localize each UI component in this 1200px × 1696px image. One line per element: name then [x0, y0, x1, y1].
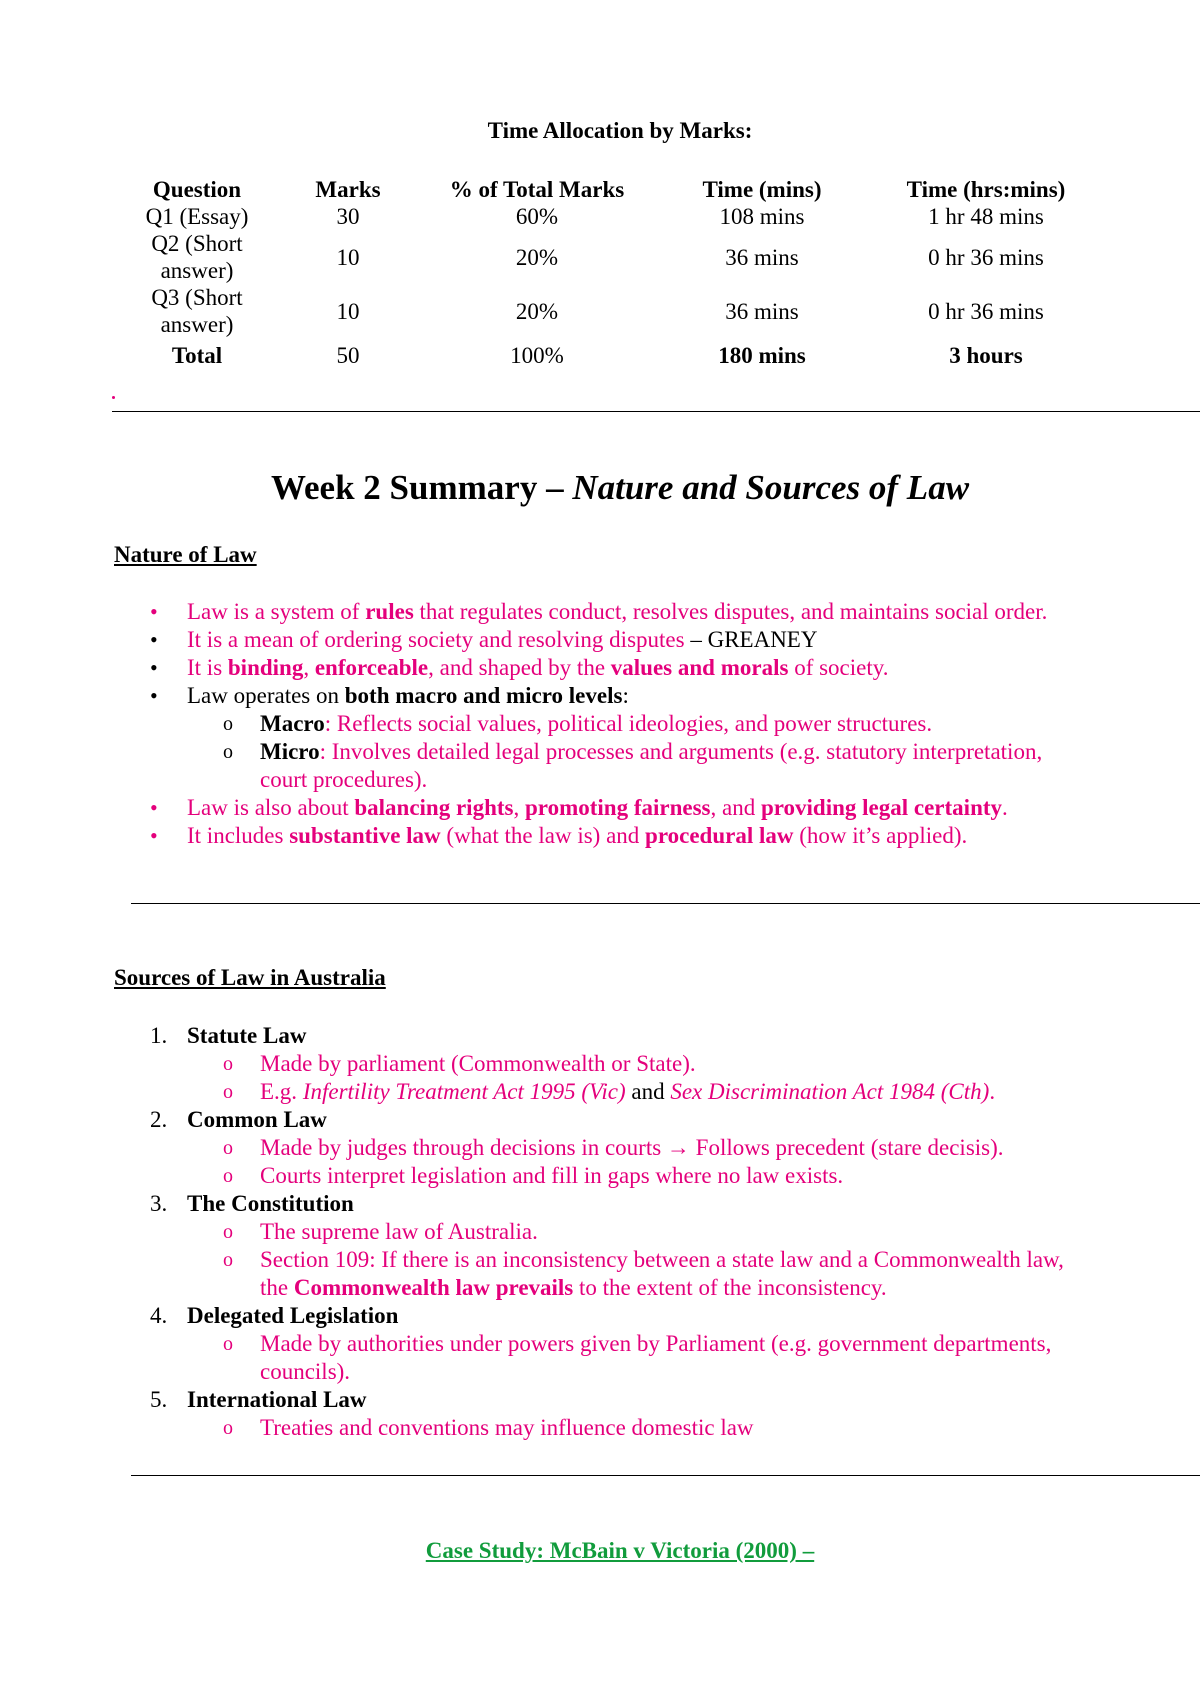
cell-hrs: 0 hr 36 mins	[928, 244, 1044, 270]
header-marks: Marks	[315, 177, 381, 202]
bullet-icon: •	[150, 795, 158, 820]
cell-question	[120, 284, 274, 338]
sub-bullet-icon: o	[223, 1081, 233, 1103]
week-summary-title	[0, 468, 1200, 508]
item-emphasis: providing legal certainty	[760, 795, 1003, 820]
list-item	[114, 598, 1094, 626]
item-text: :	[622, 683, 629, 708]
item-emphasis: enforceable	[314, 655, 429, 680]
divider-line	[131, 903, 1200, 904]
cell-percent: 60%	[515, 204, 559, 229]
table-total-row	[120, 338, 1100, 372]
table-row	[120, 203, 1100, 230]
sub-bullet-icon: o	[223, 1249, 233, 1271]
list-item	[114, 822, 1094, 850]
item-text: (what the law is) and	[440, 823, 646, 848]
sub-list-item	[114, 1246, 1094, 1302]
item-text: : Involves detailed legal processes and arguments (e.g. statutory interpretation, court procedures).	[260, 739, 1043, 792]
sub-bullet-icon: o	[223, 1137, 233, 1159]
item-text: Section 109: If there is an inconsistency between a state law and a Commonwealth law, the	[260, 1247, 1064, 1300]
numbered-item	[114, 1106, 1094, 1134]
item-text: Made by parliament (Commonwealth or State).	[260, 1051, 696, 1076]
nature-of-law-heading: Nature of Law	[114, 542, 257, 567]
item-emphasis: promoting fairness	[524, 795, 711, 820]
cell-total-label: Total	[171, 342, 223, 368]
item-number: 4.	[150, 1303, 168, 1328]
bullet-icon: •	[150, 655, 158, 680]
bullet-icon: •	[150, 599, 158, 624]
cell-question: Q1 (Essay)	[145, 204, 249, 229]
cell-mins: 36 mins	[725, 244, 799, 270]
sub-bullet-icon: o	[223, 713, 233, 735]
divider-line	[112, 411, 1200, 412]
item-label: Macro	[260, 711, 325, 736]
sub-list-item	[114, 738, 1094, 794]
cell-question	[120, 230, 274, 284]
item-text: It is	[187, 655, 228, 680]
cell-percent: 20%	[515, 244, 559, 270]
item-text: and	[625, 1079, 671, 1104]
item-emphasis: procedural law	[645, 823, 794, 848]
item-text: to the extent of the inconsistency.	[573, 1275, 887, 1300]
cell-mins: 108 mins	[719, 204, 805, 229]
cell-mins: 36 mins	[725, 298, 799, 324]
sub-list-item	[114, 1218, 1094, 1246]
bullet-icon: •	[150, 683, 158, 708]
cell-question-line1: Q3 (Short	[151, 285, 243, 310]
item-text: : Reflects social values, political ideologies, and power structures.	[324, 711, 933, 736]
item-text: E.g.	[260, 1079, 303, 1104]
cell-percent: 20%	[515, 298, 559, 324]
sub-bullet-icon: o	[223, 1221, 233, 1243]
numbered-item	[114, 1190, 1094, 1218]
cell-marks: 10	[336, 244, 360, 270]
header-time-hrs: Time (hrs:mins)	[906, 177, 1066, 202]
cell-marks: 30	[336, 204, 360, 229]
sub-bullet-icon: o	[223, 1165, 233, 1187]
item-text: Made by judges through decisions in courts	[260, 1135, 667, 1160]
item-emphasis: rules	[365, 599, 414, 624]
numbered-item	[114, 1022, 1094, 1050]
numbered-item	[114, 1302, 1094, 1330]
divider-line	[131, 1475, 1200, 1476]
cell-marks: 10	[336, 298, 360, 324]
item-text: Law is a system of	[187, 599, 366, 624]
list-item	[114, 626, 1094, 654]
cell-hrs: 0 hr 36 mins	[928, 298, 1044, 324]
item-text: Treaties and conventions may influence domestic law	[260, 1415, 754, 1440]
time-allocation-title: Time Allocation by Marks:	[487, 118, 753, 143]
sources-of-law-list	[114, 1022, 1094, 1442]
header-question: Question	[152, 177, 242, 202]
sub-bullet-icon: o	[223, 1333, 233, 1355]
item-text: that regulates conduct, resolves disputes, and maintains social order.	[413, 599, 1048, 624]
item-author: – GREANEY	[690, 627, 818, 652]
header-time-mins: Time (mins)	[702, 177, 822, 202]
cell-question-line1: Q2 (Short	[151, 231, 243, 256]
sub-list-item	[114, 1078, 1094, 1106]
sub-list-item	[114, 1134, 1094, 1162]
item-text: ,	[303, 655, 315, 680]
cell-total-hrs: 3 hours	[949, 342, 1023, 368]
item-text: , and	[710, 795, 761, 820]
item-text: , and shaped by the	[428, 655, 611, 680]
item-label: Micro	[260, 739, 320, 764]
sub-list-item	[114, 1050, 1094, 1078]
item-text: Made by authorities under powers given by Parliament (e.g. government departments, councils).	[260, 1331, 1052, 1384]
item-text: It includes	[187, 823, 290, 848]
item-text: Law operates on	[187, 683, 345, 708]
sub-list-item	[114, 710, 1094, 738]
time-allocation-table	[120, 176, 1100, 372]
item-citation: Infertility Treatment Act 1995 (Vic)	[302, 1079, 626, 1104]
item-number: 3.	[150, 1191, 168, 1216]
item-citation: Sex Discrimination Act 1984 (Cth)	[670, 1079, 990, 1104]
bullet-icon: •	[150, 627, 158, 652]
item-text: Law is also about	[187, 795, 355, 820]
item-label: Delegated Legislation	[187, 1303, 399, 1328]
sub-list-item	[114, 1162, 1094, 1190]
item-text: ,	[513, 795, 525, 820]
list-item	[114, 794, 1094, 822]
item-text: .	[989, 1079, 996, 1104]
item-label: Common Law	[187, 1107, 327, 1132]
cell-hrs: 1 hr 48 mins	[928, 204, 1044, 229]
sub-list-item	[114, 1330, 1094, 1386]
cell-total-percent: 100%	[510, 342, 564, 368]
table-header-row	[120, 176, 1100, 203]
item-text: Follows precedent (stare decisis).	[689, 1135, 1004, 1160]
item-text: .	[1002, 795, 1008, 820]
item-emphasis: balancing rights	[354, 795, 514, 820]
item-emphasis: values and morals	[610, 655, 789, 680]
item-number: 5.	[150, 1387, 168, 1412]
week-title-main: Week 2 Summary –	[270, 468, 573, 507]
item-text: The supreme law of Australia.	[260, 1219, 538, 1244]
arrow-right-icon: →	[666, 1135, 690, 1160]
sources-of-law-heading: Sources of Law in Australia	[114, 965, 386, 990]
week-title-subtitle: Nature and Sources of Law	[572, 468, 970, 507]
item-emphasis: substantive law	[289, 823, 441, 848]
stray-dot	[112, 396, 115, 399]
table-row	[120, 284, 1100, 338]
item-number: 2.	[150, 1107, 168, 1132]
item-label: The Constitution	[187, 1191, 354, 1216]
case-study-heading: Case Study: McBain v Victoria (2000) –	[425, 1538, 815, 1563]
item-label: Statute Law	[187, 1023, 307, 1048]
sub-bullet-icon: o	[223, 1053, 233, 1075]
numbered-item	[114, 1386, 1094, 1414]
item-number: 1.	[150, 1023, 168, 1048]
item-text: of society.	[788, 655, 889, 680]
item-label: International Law	[187, 1387, 367, 1412]
cell-question-line2: answer)	[160, 312, 234, 337]
item-text: Courts interpret legislation and fill in gaps where no law exists.	[260, 1163, 844, 1188]
sub-bullet-icon: o	[223, 741, 233, 763]
nature-of-law-list	[114, 598, 1094, 850]
item-text: (how it’s applied).	[793, 823, 968, 848]
item-emphasis: both macro and micro levels	[344, 683, 623, 708]
cell-question-line2: answer)	[160, 258, 234, 283]
header-percent: % of Total Marks	[449, 177, 625, 202]
item-text: It is a mean of ordering society and resolving disputes	[187, 627, 691, 652]
table-row	[120, 230, 1100, 284]
sub-list-item	[114, 1414, 1094, 1442]
list-item	[114, 682, 1094, 710]
list-item	[114, 654, 1094, 682]
cell-total-marks: 50	[336, 342, 360, 368]
item-emphasis: binding	[227, 655, 304, 680]
sub-bullet-icon: o	[223, 1417, 233, 1439]
cell-total-mins: 180 mins	[718, 342, 806, 368]
item-emphasis: Commonwealth law prevails	[293, 1275, 574, 1300]
bullet-icon: •	[150, 823, 158, 848]
